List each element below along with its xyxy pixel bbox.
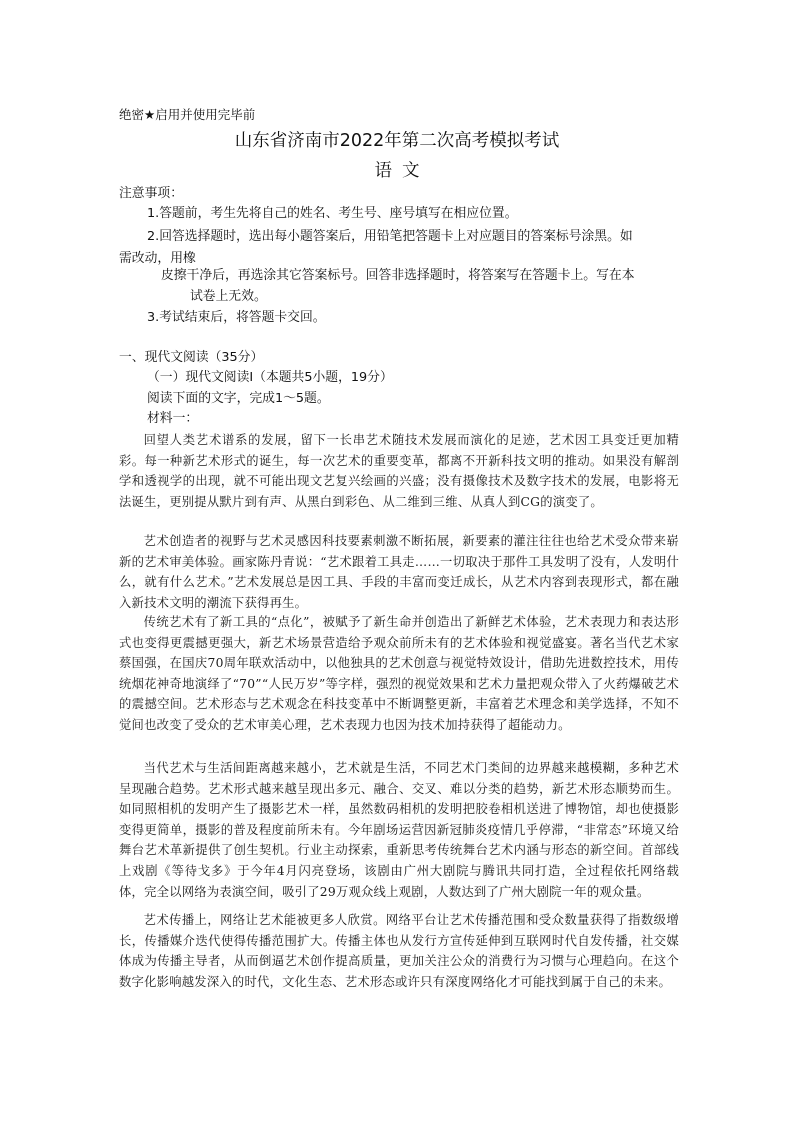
paragraph-4: 当代艺术与生活间距离越来越小，艺术就是生活，不同艺术门类间的边界越来越模糊，多种艺术呈现融合趋势。艺术形式越来越呈现出多元、融合、交叉、难以分类的趋势，新艺术形态顺势而生。如同照相机的发明产生了摄影艺术一样，虽然数码相机的发明把胶卷相机送进了博物馆，却也使摄影变得更简单，摄影的普及程度前所未有。今年剧场运营因新冠肺炎疫情几乎停滞，“非常态”环境又给舞台艺术革新提供了创生契机。行业主动探索，重新思考传统舞台艺术内涵与形态的新空间。首部线上戏剧《等待戈多》于今年4月闪亮登场，该剧由广州大剧院与腾讯共同打造，全过程依托网络载体，完全以网络为表演空间，吸引了29万观众线上观剧，人数达到了广州大剧院一年的观众量。 — [119, 761, 679, 899]
paragraph-3: 传统艺术有了新工具的“点化”，被赋予了新生命并创造出了新鲜艺术体验，艺术表现力和表达形式也变得更震撼更强大，新艺术场景营造给予观众前所未有的艺术体验和视觉盛宴。著名当代艺术家蔡国强，在国庆70周年联欢活动中，以他独具的艺术创意与视觉特效设计，借助先进数控技术，用传统烟花神奇地演绎了“70”“人民万岁”等字样，强烈的视觉效果和艺术力量把观众带入了火药爆破艺术的震撼空间。艺术形态与艺术观念在科技变革中不断调整更新，丰富着艺术理念和美学选择，不知不觉间也改变了受众的艺术审美心理，艺术表现力也因为技术加持获得了超能动力。 — [119, 615, 679, 732]
section-sub-heading: （一）现代文阅读Ⅰ（本题共5小题，19分） — [147, 370, 393, 385]
notice-item-2-line-3: 皮擦干净后，再选涂其它答案标号。回答非选择题时，将答案写在答题卡上。写在本 — [161, 268, 635, 283]
notice-item-1: 1.答题前，考生先将自己的姓名、考生号、座号填写在相应位置。 — [147, 206, 518, 221]
secret-label: 绝密★启用并使用完毕前 — [119, 107, 256, 122]
subject-title: 语文 — [374, 161, 430, 181]
section-heading: 一、现代文阅读（35分） — [119, 350, 264, 365]
notice-item-3: 3.考试结束后，将答题卡交回。 — [147, 310, 326, 325]
notice-item-2-line-2: 需改动，用橡 — [119, 251, 196, 266]
paragraph-2: 艺术创造者的视野与艺术灵感因科技要素刺激不断拓展，新要素的灌注往往也给艺术受众带来崭新的艺术审美体验。画家陈丹青说：“艺术跟着工具走……一切取决于那件工具发明了没有，人发明什么，就有什么艺术。”艺术发展总是因工具、手段的丰富而变迁成长，从艺术内容到表现形式，都在融入新技术文明的潮流下获得再生。 — [119, 534, 679, 610]
reading-instruction: 阅读下面的文字，完成1～5题。 — [147, 391, 330, 406]
paragraph-5: 艺术传播上，网络让艺术能被更多人欣赏。网络平台让艺术传播范围和受众数量获得了指数级增长，传播媒介迭代使得传播范围扩大。传播主体也从发行方宣传延伸到互联网时代自发传播，社交媒体成为传播主导者，从而倒逼艺术创作提高质量，更加关注公众的消费行为习惯与心理趋向。在这个数字化影响越发深入的时代，文化生态、艺术形态或许只有深度网络化才可能找到属于自己的未来。 — [119, 913, 679, 989]
paragraph-1: 回望人类艺术谱系的发展，留下一长串艺术随技术发展而演化的足迹，艺术因工具变迁更加精彩。每一种新艺术形式的诞生，每一次艺术的重要变革，都离不开新科技文明的推动。如果没有解剖学和透视学的出现，就不可能出现文艺复兴绘画的兴盛；没有摄像技术及数字技术的发展，电影将无法诞生，更别提从默片到有声、从黑白到彩色、从二维到三维、从真人到CG的演变了。 — [119, 433, 679, 509]
notice-item-2-line-4: 试卷上无效。 — [190, 289, 267, 304]
notice-item-2-line-1: 2.回答选择题时，选出每小题答案后，用铅笔把答题卡上对应题目的答案标号涂黑。如 — [147, 229, 633, 244]
material-label: 材料一： — [147, 411, 199, 426]
notice-heading: 注意事项： — [119, 186, 183, 201]
exam-title: 山东省济南市2022年第二次高考模拟考试 — [234, 131, 560, 151]
